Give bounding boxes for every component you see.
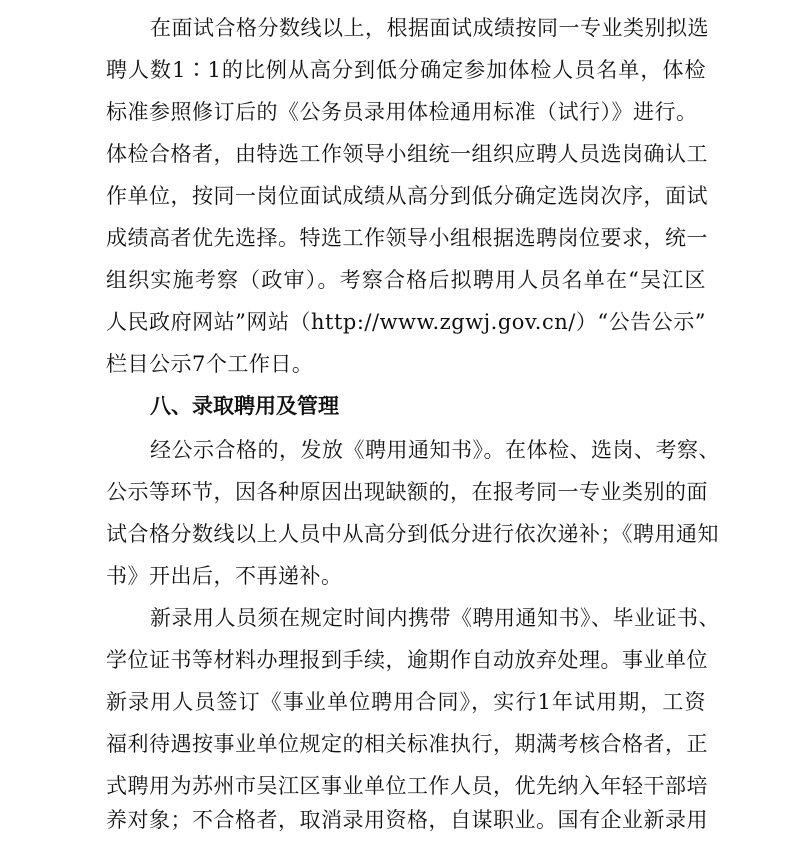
text-line: 新录用人员签订《事业单位聘用合同》，实行1年试用期，工资	[106, 690, 706, 714]
text-line: 聘人数1∶1的比例从高分到低分确定参加体检人员名单，体检	[106, 58, 706, 82]
text-line: 式聘用为苏州市吴江区事业单位工作人员，优先纳入年轻干部培	[106, 774, 708, 798]
text-line: 作单位，按同一岗位面试成绩从高分到低分确定选岗次序，面试	[106, 184, 708, 208]
section-heading: 八、录取聘用及管理	[150, 394, 339, 418]
text-line: 公示等环节，因各种原因出现缺额的，在报考同一专业类别的面	[106, 480, 708, 504]
text-line: 在面试合格分数线以上，根据面试成绩按同一专业类别拟选	[150, 16, 709, 40]
text-line: 体检合格者，由特选工作领导小组统一组织应聘人员选岗确认工	[106, 142, 708, 166]
text-line: 学位证书等材料办理报到手续，逾期作自动放弃处理。事业单位	[106, 648, 708, 672]
text-line: 成绩高者优先选择。特选工作领导小组根据选聘岗位要求，统一	[106, 226, 708, 250]
text-line: 经公示合格的，发放《聘用通知书》。在体检、选岗、考察、	[150, 438, 720, 462]
text-line: 试合格分数线以上人员中从高分到低分进行依次递补；《聘用通知	[106, 522, 719, 546]
text-line: 书》开出后，不再递补。	[106, 564, 343, 588]
text-line: 标准参照修订后的《公务员录用体检通用标准（试行）》进行。	[106, 100, 698, 124]
text-line: 养对象；不合格者，取消录用资格，自谋职业。国有企业新录用	[106, 808, 708, 832]
text-line: 栏目公示7个工作日。	[106, 352, 314, 376]
text-line: 组织实施考察（政审）。考察合格后拟聘用人员名单在“吴江区	[106, 268, 706, 292]
text-line: 人民政府网站”网站（http://www.zgwj.gov.cn/）“公告公示”	[106, 310, 706, 334]
text-line: 福利待遇按事业单位规定的相关标准执行，期满考核合格者，正	[106, 732, 708, 756]
text-line: 新录用人员须在规定时间内携带《聘用通知书》、毕业证书、	[150, 606, 720, 630]
